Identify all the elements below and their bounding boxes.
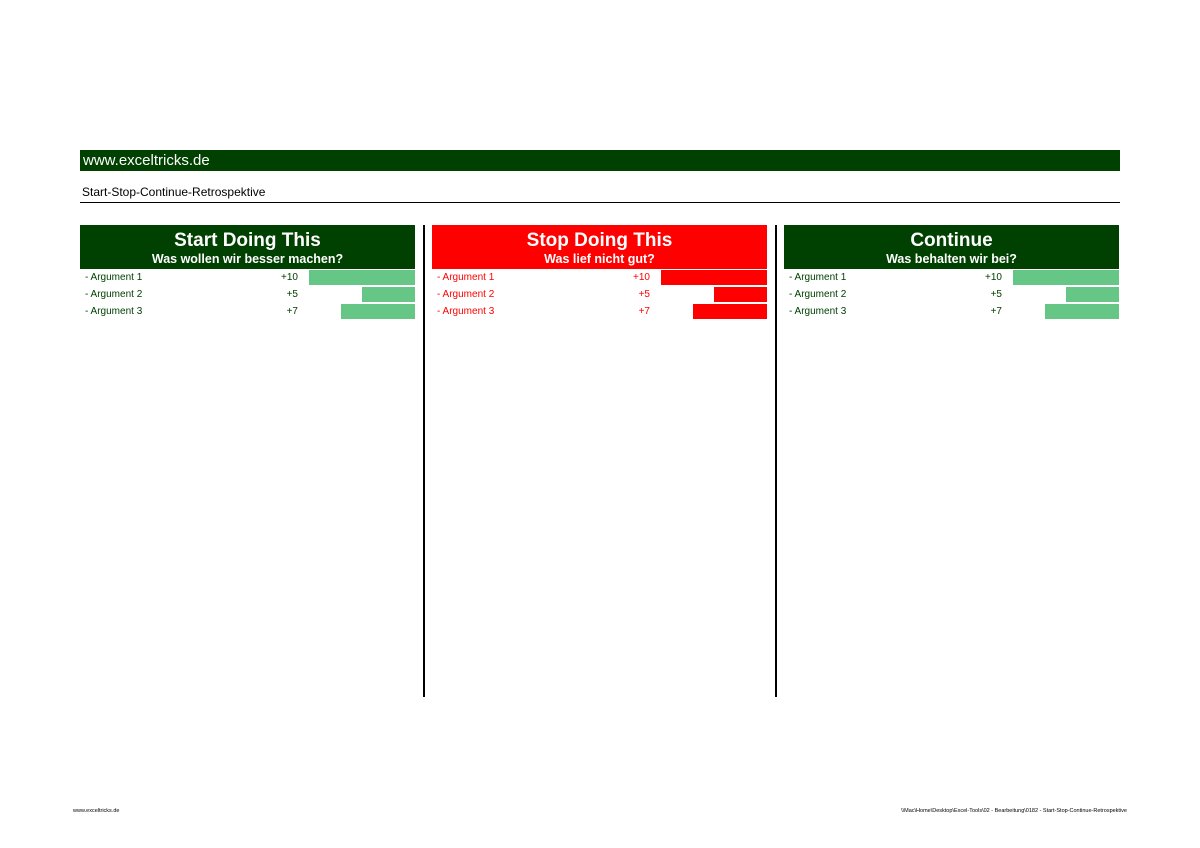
argument-label: - Argument 2	[789, 289, 847, 300]
sheet-title: Start-Stop-Continue-Retrospektive	[82, 185, 266, 199]
list-item	[784, 269, 1119, 286]
panel-continue-header	[784, 225, 1119, 269]
argument-label: - Argument 2	[437, 289, 495, 300]
panel-start-title: Start Doing This	[174, 230, 321, 251]
argument-score: +7	[638, 306, 650, 317]
argument-label: - Argument 3	[789, 306, 847, 317]
panel-continue-title: Continue	[910, 230, 993, 251]
list-item	[432, 286, 767, 303]
score-bar	[341, 304, 415, 319]
list-item	[80, 286, 415, 303]
argument-score: +5	[286, 289, 298, 300]
title-divider	[80, 202, 1120, 203]
panel-stop	[432, 225, 767, 320]
column-divider	[423, 225, 425, 697]
list-item	[80, 269, 415, 286]
argument-label: - Argument 3	[437, 306, 495, 317]
argument-score: +7	[286, 306, 298, 317]
argument-score: +10	[985, 272, 1002, 283]
panel-start-question: Was wollen wir besser machen?	[151, 252, 344, 266]
argument-score: +10	[633, 272, 650, 283]
list-item	[784, 303, 1119, 320]
panel-continue	[784, 225, 1119, 320]
argument-score: +5	[990, 289, 1002, 300]
column-divider	[775, 225, 777, 697]
score-bar	[309, 270, 415, 285]
argument-label: - Argument 2	[85, 289, 143, 300]
footer-right: \\Mac\Home\Desktop\Excel-Tools\02 - Bearbeitung\0182 - Start-Stop-Continue-Retrospektive	[901, 808, 1127, 814]
site-banner: www.exceltricks.de	[80, 150, 1120, 171]
panel-start-header	[80, 225, 415, 269]
footer-left: www.exceltricks.de	[73, 808, 120, 814]
score-bar	[1045, 304, 1119, 319]
panel-start	[80, 225, 415, 320]
panel-stop-question: Was lief nicht gut?	[544, 252, 655, 266]
panel-continue-question: Was behalten wir bei?	[886, 252, 1017, 266]
score-bar	[661, 270, 767, 285]
argument-label: - Argument 1	[437, 272, 495, 283]
panel-stop-header	[432, 225, 767, 269]
list-item	[432, 269, 767, 286]
argument-label: - Argument 1	[85, 272, 143, 283]
list-item	[80, 303, 415, 320]
argument-score: +5	[638, 289, 650, 300]
argument-score: +10	[281, 272, 298, 283]
score-bar	[714, 287, 767, 302]
panel-stop-title: Stop Doing This	[526, 230, 673, 251]
score-bar	[693, 304, 767, 319]
list-item	[784, 286, 1119, 303]
argument-label: - Argument 3	[85, 306, 143, 317]
list-item	[432, 303, 767, 320]
argument-score: +7	[990, 306, 1002, 317]
score-bar	[1013, 270, 1119, 285]
score-bar	[362, 287, 415, 302]
argument-label: - Argument 1	[789, 272, 847, 283]
score-bar	[1066, 287, 1119, 302]
